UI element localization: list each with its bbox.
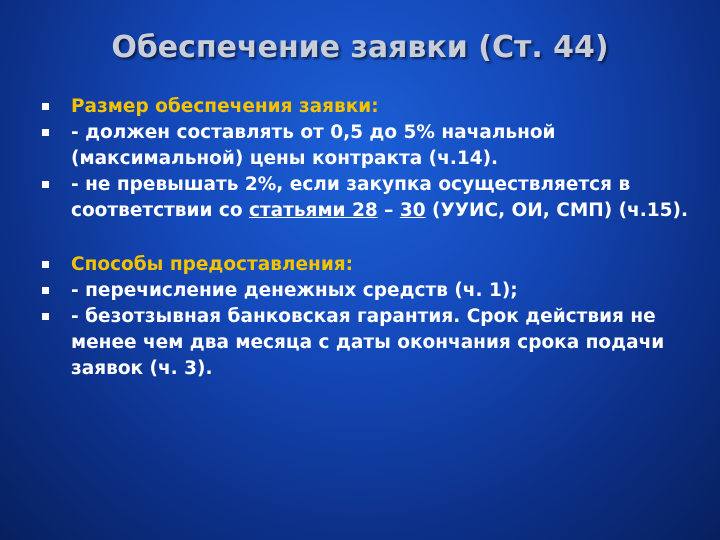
- square-bullet-icon: [42, 313, 49, 320]
- bullet-text-tail: (УУИС, ОИ, СМП) (ч.15).: [425, 200, 689, 221]
- square-bullet-icon: [42, 129, 49, 136]
- bullet-text: Размер обеспечения заявки:: [71, 96, 379, 117]
- bullet-deposit-range: [40, 120, 700, 172]
- bullet-list: [40, 94, 700, 382]
- bullet-bank-guarantee: [40, 304, 700, 382]
- square-bullet-icon: [42, 261, 49, 268]
- bullet-deposit-limit: [40, 172, 700, 224]
- section-gap: [40, 224, 700, 252]
- bullet-text: - перечисление денежных средств (ч. 1);: [71, 280, 518, 301]
- bullet-text: - безотзывная банковская гарантия. Срок действия не менее чем два месяца с даты окончания срока подачи заявок (ч. 3).: [71, 306, 665, 379]
- slide-title: Обеспечение заявки (Ст. 44): [111, 30, 609, 65]
- bullet-deposit-size-heading: [40, 94, 700, 120]
- square-bullet-icon: [42, 181, 49, 188]
- bullet-text: - не превышать 2%, если закупка осуществляется в соответствии со: [71, 174, 631, 221]
- bullet-text: Способы предоставления:: [71, 254, 354, 275]
- bullet-text: - должен составлять от 0,5 до 5% начальной (максимальной) цены контракта (ч.14).: [71, 122, 556, 169]
- bullet-text-dash: –: [377, 200, 400, 221]
- article-30-link[interactable]: 30: [399, 200, 426, 221]
- articles-link[interactable]: статьями 28: [248, 200, 378, 221]
- square-bullet-icon: [42, 103, 49, 110]
- bullet-money-transfer: [40, 278, 700, 304]
- bullet-methods-heading: [40, 252, 700, 278]
- square-bullet-icon: [42, 287, 49, 294]
